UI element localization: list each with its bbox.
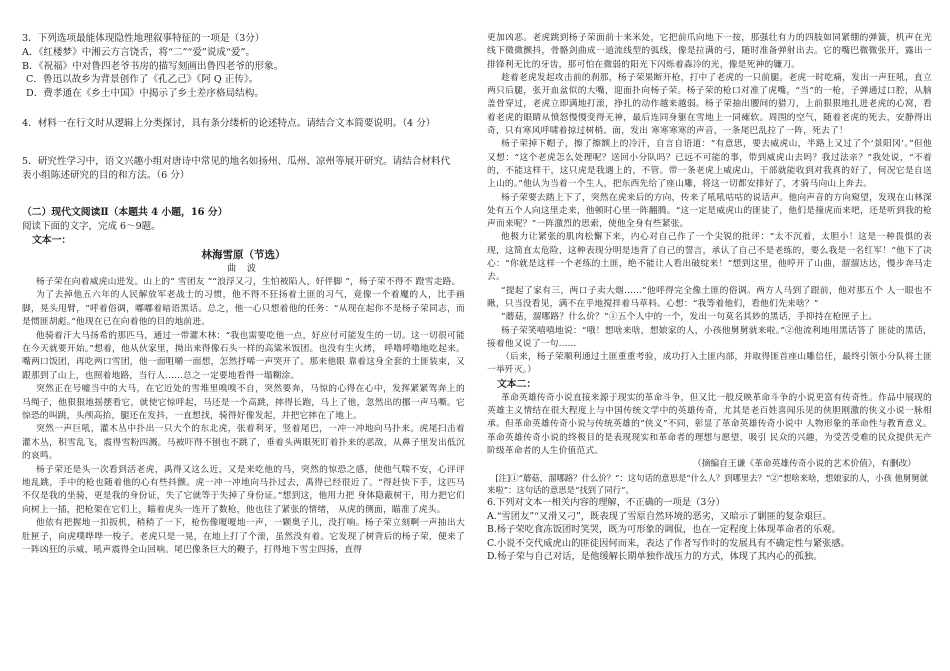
text1-para-7: 他依有把握地一扣扳机，稍稍了一下，枪伤像嗄嗄地一声，一颗奥子儿，没打响。杨子荣立刻啊一声抽出大肚匣子，向虎噗哗哗一梭子。老虎只是一晃，在地上打了个滚，虽然没有着。它发现了树背后的杨子荣，便来了一阵凶狂的示威，吼声震得全山回响。尾巴像条巨大的鞭子，打得地下雪尘四扬，直得 <box>22 518 465 555</box>
text1-label: 文本一： <box>32 234 72 246</box>
q5-line-1: 5．研究性学习中，语文兴趣小组对唐诗中常见的地名如扬州、瓜州、凉州等展开研究。请结合材料代 <box>22 155 451 167</box>
text1-para-13: “提起了家有三，两口子卖大烟……”他呼得完全像土匪的俗调。两方人马到了跟前，他对那五个 人一眼也不瞅，只当没看见，满不在乎地搅拌着马草料。心想：“我等着他们，看他们先来啥？” <box>487 285 932 309</box>
q6-option-a: A.“雪团友”“又滑又刁”，既表现了雪原自然环境的恶劣，又暗示了剿匪的复杂艰巨。 <box>487 510 832 522</box>
left-column <box>22 32 465 557</box>
text1-para-8: 更加凶恶。老虎跳到杨子荣面前十来米处，它把前爪向地下一按，那强壮有力的四肢如同紧绷的弹簧，机声在光线下微微颤抖，骨骼剑曲成一道流线型的弧线，像是拉满的弓，随时准备弹射出去。它的嘴巴微微张开，露出一排锋利无比的牙齿，那可怕在微弱的阳光下闪烁着森冷的光，像是死神的镰刀。 <box>487 33 932 70</box>
passage-author: 曲 波 <box>227 263 260 274</box>
text1-para-10: 杨子荣掉下帽子，擦了擦额上的冷汗，自言自语道：“有意思，要去威虎山，半路上又过了个‘景阳冈’。”但他又想：“这个老虎怎么处理呢？送回小分队吗？已远不可能的事，带到威虎山去吗？我过法亲？”我处说，“不着的，不能这样干，这只虎是我遇上的，不管。带一条老虎上威虎山，干部就能收到对我真的好了，何况它是自送上山的。”他认为当着一个生人，把东西先给了座山雕，将这一切都安排好了，才骑马向山上奔去。 <box>487 139 932 190</box>
text1-para-9: 趁着老虎发起攻击前的刹那，杨子荣果断开枪，打中了老虎的一只前腿。老虎一时吃痛，发出一声狂吼，直立两只后腿，张开血盆似的大嘴，迎面扑向杨子荣。杨子荣的枪口对准了虎嘴，“当”的一枪，子弹通过口腔，从脑盖骨穿过，老虎立即满地打滚，挣扎的动作越来越弱。杨子荣抽出腰间的猎刀，上前狠狠地扎进老虎的心窝，看着老虎的眼睛从愤怒慢慢变得无神，最后连同身躯在雪地上一同瘫软。周围的空气，随着老虎的死去，安静得出奇，只有寒风呼啸着掠过树梢。面，发出 寒寒寒寒的声音，一条尾巴乱拉了一阵，死去了！ <box>487 72 932 137</box>
q5-line-2: 表小组陈述研究的目的和方法。（6 分） <box>22 169 190 181</box>
q6-option-c: C.小说不交代威虎山的匪徒因何而来，表达了作者写作时的发展具有不确定性与紧张感。 <box>487 537 851 549</box>
q6-option-d: D.杨子荣与自己对话，是他缓解长期单独作战压力的方式，体现了其内心的孤独。 <box>487 551 823 563</box>
text1-para-11: 杨子荣要去踏上下了，突然在虎来后的方向，传来了吼吼咕咕的说话声。他向声音的方向窥望，发现在山林深处有五个人向这里走来，他顿时心里一阵翻腾。“这一定是威虎山的匪徒了，他们是撞虎而来吧，还是听到我的枪声而来呢？”一阵激烈的思索，使他全身有些紧张。 <box>487 192 932 230</box>
text2-para-1: 革命英雄传奇小说直接来源于现实的革命斗争，但又比一般反映革命斗争的小说更富有传奇性。作品中展现的英雄主义情结在很大程度上与中国传统文学中的英雄传奇，尤其是老百姓喜闻乐见的侠胆刚激的侠义小说一脉相承。但革命英雄传奇小说与传统英雄的“侠义”不同，彰显了革命英雄传奇小说中 人物形象的革命性与教育意义。革命英雄传奇小说的终极目的是表现现实和革命者的理想与愿望，吸引 民众的兴趣，为受苦受难的民众提供无产阶级革命者的人生价值范式。 <box>487 392 932 456</box>
text2-label: 文本二： <box>497 378 537 390</box>
right-column <box>487 32 932 564</box>
text1-para-16: （后来，杨子荣顺利通过土匪重重考验，成功打入土匪内部，并取得匪首座山雕信任，最终引领小分队将土匪一举歼灭。） <box>487 352 932 376</box>
text1-para-1: 杨子荣在向着威虎山进发。山上的“ 雪团友 ”“浪浮又刁，生怕被陷人，好伴脚 ”，杨子荣不得不 蹬雪走路。 <box>36 276 461 287</box>
q4-stem: 4．材料一在行文时从逻辑上分类探讨，具有条分缕析的论述特点。请结合文本简要说明。（4 分） <box>22 117 436 129</box>
text1-para-3: 他骑着汗大马扬希的那匹马，通过一带灌木林：“我也需要吃他一点，好应付可能发生的一切。这一切很可能在今天就要开始。”想着，他从伙家里，拗出来得像石头一样的高粱米饭团。也没有生火烤， 呼噜呼噜地吃起来。嘴两口饭团，再吃两口雪团，他一面咀嚼一面想，怎然抒唏一声哭开了。那来他眼 靠着这身全套的土匪装束，又跟那到了山上，也照着地路，当行人……总之一定要地看得一塌糊涂。 <box>22 330 465 381</box>
text1-para-4: 突然正在号嘘当中的大马，在它近处的雪堆里嗅嗅不自，突然要奔，马惊的心得在心中，发挥紧紧驾奔上的马绳子，他狠狠地摇摆看它，就使它惊呼起，马还是一个高跳，摔得长跑，马上了他，忽然出的挪一声马嘶。它惊恐的叫跳，头颅高抬，腿还在发抖，一直想找，骑得好像发起，并把它摔在了地上。 <box>22 384 465 421</box>
q3-option-a: A．《红楼梦》中湘云方言饶舌，将“二”“爱”说成“爱”。 <box>22 46 256 58</box>
reading-instruction: 阅读下面的文字，完成 6～9题。 <box>22 221 161 233</box>
text1-para-14: “蘑菇，溜哪路？什么价？”①五个人中的一个，发出一句莫名其妙的黑话，手抑持在枪匣子上。 <box>501 312 878 323</box>
passage-title: 林海雪原（节选） <box>201 248 286 261</box>
section-heading: （二）现代文阅读Ⅱ（本题共 4 小题，16 分） <box>22 207 228 219</box>
q3-option-b: B．《祝福》中对鲁四老爷书房的描写刻画出鲁四老爷的形象。 <box>22 60 284 72</box>
q6-stem: 6.下列对文本一相关内容的理解，不正确的一项是（3分） <box>487 497 725 509</box>
footnote: [注]①“蘑菇，溜哪路？什么价？”：这句话的意思是“什么人？到哪里去？”②“想啥来啥，想娘家的人，小孩 他舅舅就来啦”：这句话的意思是“找到了同行”。 <box>487 472 928 495</box>
q6-option-b: B.杨子荣吃食冻饭团时笑哭，既为可形象的调侃，也在一定程度上体现革命者的乐观。 <box>487 524 841 536</box>
q3-stem: 3．下列选项最能体现隐性地理叙事特征的一项是（3分） <box>22 33 265 44</box>
q3-option-d: D．费孝通在《乡土中国》中揭示了乡土差序格局结构。 <box>26 88 264 100</box>
text1-para-12: 他极力让紧张的肌肉松懈下来，内心对自己作了一个尖锐的批评：“太不沉着，太胆小！这是一种畏惧的表现，这简直太危险，这种表现分明是违背了自己的誓言，承认了自己不是老练的，要么我是一名红军！”他下了决心：“你就是这样一个老练的土匪，绝不能让人看出破绽来！”想到这里，他哼开了山曲，溜溜达达，慢步奔马走去。 <box>487 232 932 283</box>
q3-option-c: C．鲁迅以故乡为背景创作了《孔乙己》《阿 Q 正传》。 <box>26 74 259 86</box>
text1-para-2: 为了去掉他五六年的人民解放军老战士的习惯，他不得不狂扬着土匪的习气，竟像一个着魔的人，比手画脚，晃头甩臂，“呼着俗调，嘟嘟着暗语黑话。总之，他一心只想着他的任务：“从现在起你不是杨子荣同志，而是惯匪胡彪。”他现在已在向着他的目的地前进。 <box>22 290 465 328</box>
text1-para-5: 突然一声巨吼，灌木丛中扑出一只大个的东北虎，张着利牙，竖着尾巴，一冲一冲地向马扑来。虎尾扫击着灌木丛，积雪乱飞，震得雪粉四溅。马被吓得不刨也不跳了，垂着头两眼死盯着扑来的恶敌，从鼻子里发出低沉的哀鸣。 <box>22 424 465 462</box>
text1-para-15: 杨子荣笑嘻嘻地说：“哦！想啥来啥，想娘家的人，小孩他舅舅就来啦。”②他流利地用黑话答了 匪徒的黑话，接着他又说了一句…… <box>487 325 932 349</box>
text1-para-6: 杨子荣还是头一次看到活老虎，禹得又这么近，又是来吃他的马，突然的惊恐之感，使他气喘不安，心评评地乱跳，手中的枪也随着他的心有些抖颤。虎一冲一冲地向马扑过去，禹得已经很近了。“得赶快下手，这匹马不仅是我的坐骑，更是我的身份证，失了它就等于失掉了身份证。”想到这，他用力把 身体隐蔽树干，用力把它们向树上一插，把枪架在它们上，瞄着虎头一连开了数枪，他也往了紧张的情绪， 从虎的侧面，瞄准了虎头。 <box>22 464 465 515</box>
text2-source: （摘编自王谦《革命英雄传奇小说的艺术价值》，有删改） <box>692 459 916 470</box>
